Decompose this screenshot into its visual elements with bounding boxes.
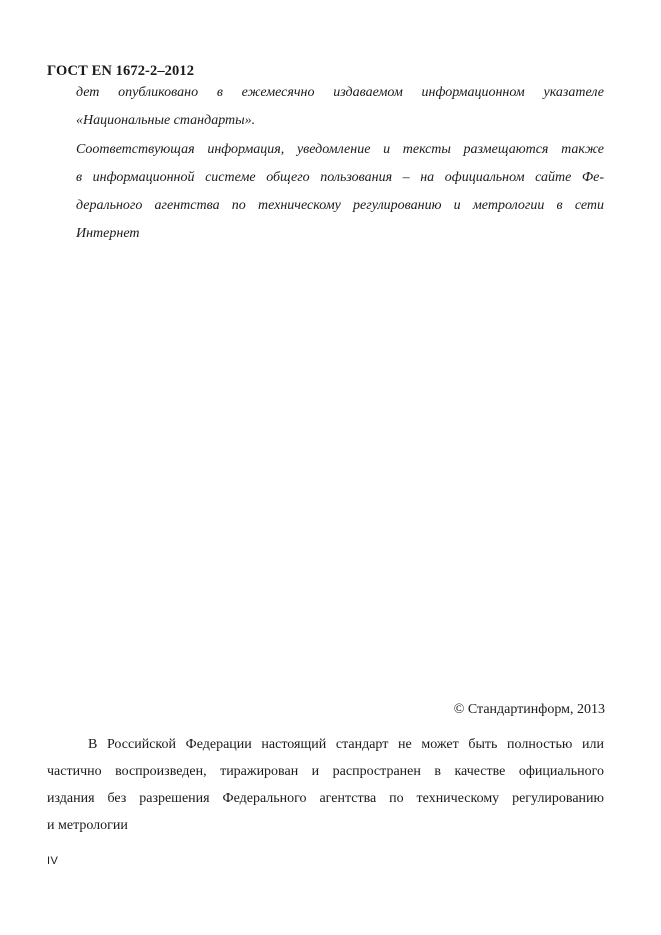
legal-line: издания без разрешения Федерального агентства по техническому регулированию <box>47 791 604 806</box>
copyright-notice: © Стандартинформ, 2013 <box>453 702 605 717</box>
page-number: IV <box>47 855 59 867</box>
legal-line: В Российской Федерации настоящий стандарт не может быть полностью или <box>88 737 604 752</box>
information-notice <box>76 136 604 248</box>
legal-line: частично воспроизведен, тиражирован и распространен в качестве официального <box>47 764 604 779</box>
publication-notice <box>76 79 604 135</box>
notice-line: дет опубликовано в ежемесячно издаваемом информационном указателе <box>76 85 604 100</box>
document-code-header: ГОСТ EN 1672-2–2012 <box>47 63 195 79</box>
notice-line: Соответствующая информация, уведомление и тексты размещаются также <box>76 142 604 157</box>
notice-line: «Национальные стандарты». <box>76 113 256 128</box>
notice-line: Интернет <box>76 226 140 241</box>
notice-line: дерального агентства по техническому регулированию и метрологии в сети <box>76 198 604 213</box>
legal-line: и метрологии <box>47 818 128 833</box>
notice-line: в информационной системе общего пользования – на официальном сайте Фе- <box>76 170 604 185</box>
reproduction-restriction-notice <box>47 731 604 839</box>
